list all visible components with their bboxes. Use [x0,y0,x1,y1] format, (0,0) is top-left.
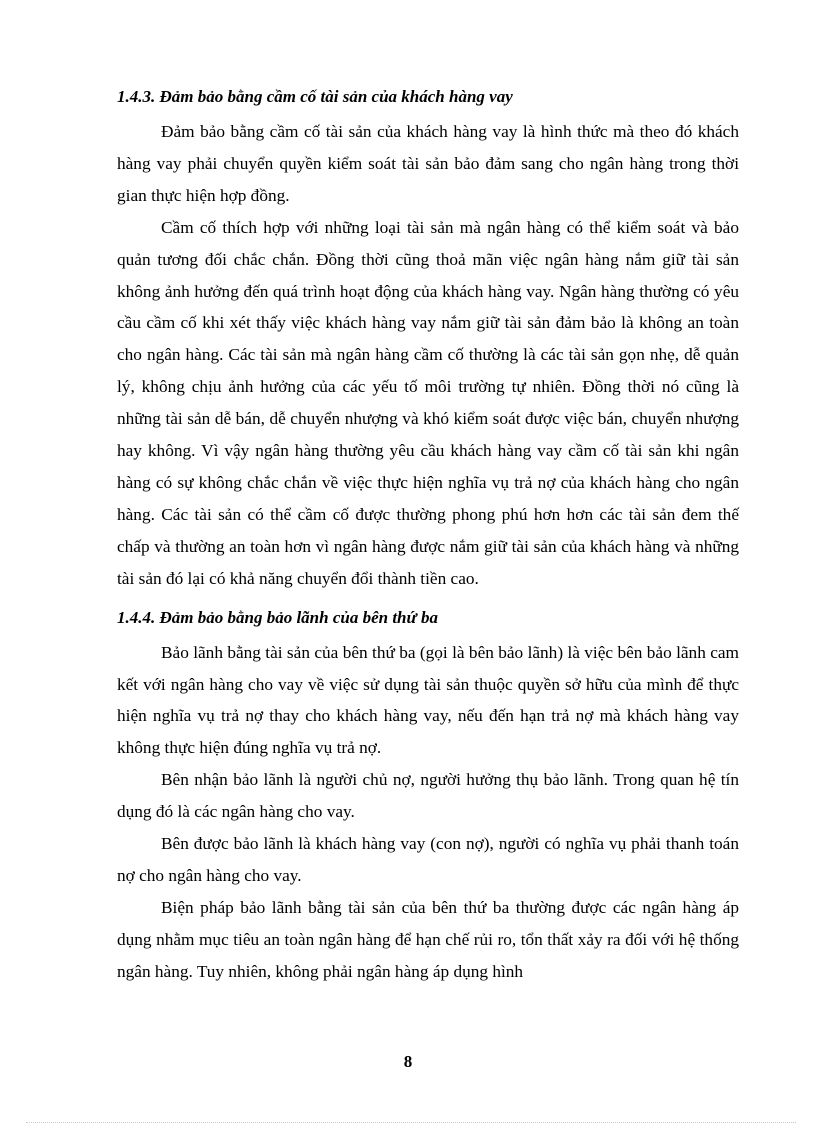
paragraph: Cầm cố thích hợp với những loại tài sản mà ngân hàng có thể kiểm soát và bảo quản tương đối chắc chắn. Đồng thời cũng thoả mãn việc ngân hàng nắm giữ tài sản không ảnh hưởng đến quá trình hoạt động của khách hàng vay. Ngân hàng thường có yêu cầu cầm cố khi xét thấy việc khách hàng vay nắm giữ tài sản đảm bảo là không an toàn cho ngân hàng. Các tài sản mà ngân hàng cầm cố thường là các tài sản gọn nhẹ, dễ quản lý, không chịu ảnh hưởng của các yếu tố môi trường tự nhiên. Đồng thời nó cũng là những tài sản dễ bán, dễ chuyển nhượng và khó kiểm soát được việc bán, chuyển nhượng hay không. Vì vậy ngân hàng thường yêu cầu khách hàng vay cầm cố tài sản khi ngân hàng có sự không chắc chắn về việc thực hiện nghĩa vụ trả nợ của khách hàng cho ngân hàng. Các tài sản có thể cầm cố được thường phong phú hơn hơn các tài sản đem thế chấp và thường an toàn hơn vì ngân hàng được nắm giữ tài sản của khách hàng và những tài sản đó lại có khả năng chuyển đổi thành tiền cao. [117,217,739,588]
paragraph: Bên được bảo lãnh là khách hàng vay (con nợ), người có nghĩa vụ phải thanh toán nợ cho ngân hàng cho vay. [117,834,739,885]
page-number: 8 [403,1052,413,1071]
paragraph: Đảm bảo bằng cầm cố tài sản của khách hàng vay là hình thức mà theo đó khách hàng vay phải chuyển quyền kiểm soát tài sản bảo đảm sang cho ngân hàng trong thời gian thực hiện hợp đồng. [117,122,739,205]
paragraph: Bảo lãnh bằng tài sản của bên thứ ba (gọi là bên bảo lãnh) là việc bên bảo lãnh cam kết với ngân hàng cho vay về việc sử dụng tài sản thuộc quyền sở hữu của mình để thực hiện nghĩa vụ trả nợ thay cho khách hàng vay, nếu đến hạn trả nợ mà khách hàng vay không thực hiện đúng nghĩa vụ trả nợ. [117,642,739,758]
paragraph: Biện pháp bảo lãnh bằng tài sản của bên thứ ba thường được các ngân hàng áp dụng nhằm mục tiêu an toàn ngân hàng để hạn chế rủi ro, tổn thất xảy ra đối với hệ thống ngân hàng. Tuy nhiên, không phải ngân hàng áp dụng hình [117,897,739,981]
paragraph: Bên nhận bảo lãnh là người chủ nợ, người hưởng thụ bảo lãnh. Trong quan hệ tín dụng đó là các ngân hàng cho vay. [117,770,739,822]
page-content [117,82,739,988]
section-heading-1-4-4: 1.4.4. Đảm bảo bằng bảo lãnh của bên thứ ba [117,607,438,627]
section-heading-1-4-3: 1.4.3. Đảm bảo bằng cầm cố tài sản của khách hàng vay [117,87,513,106]
